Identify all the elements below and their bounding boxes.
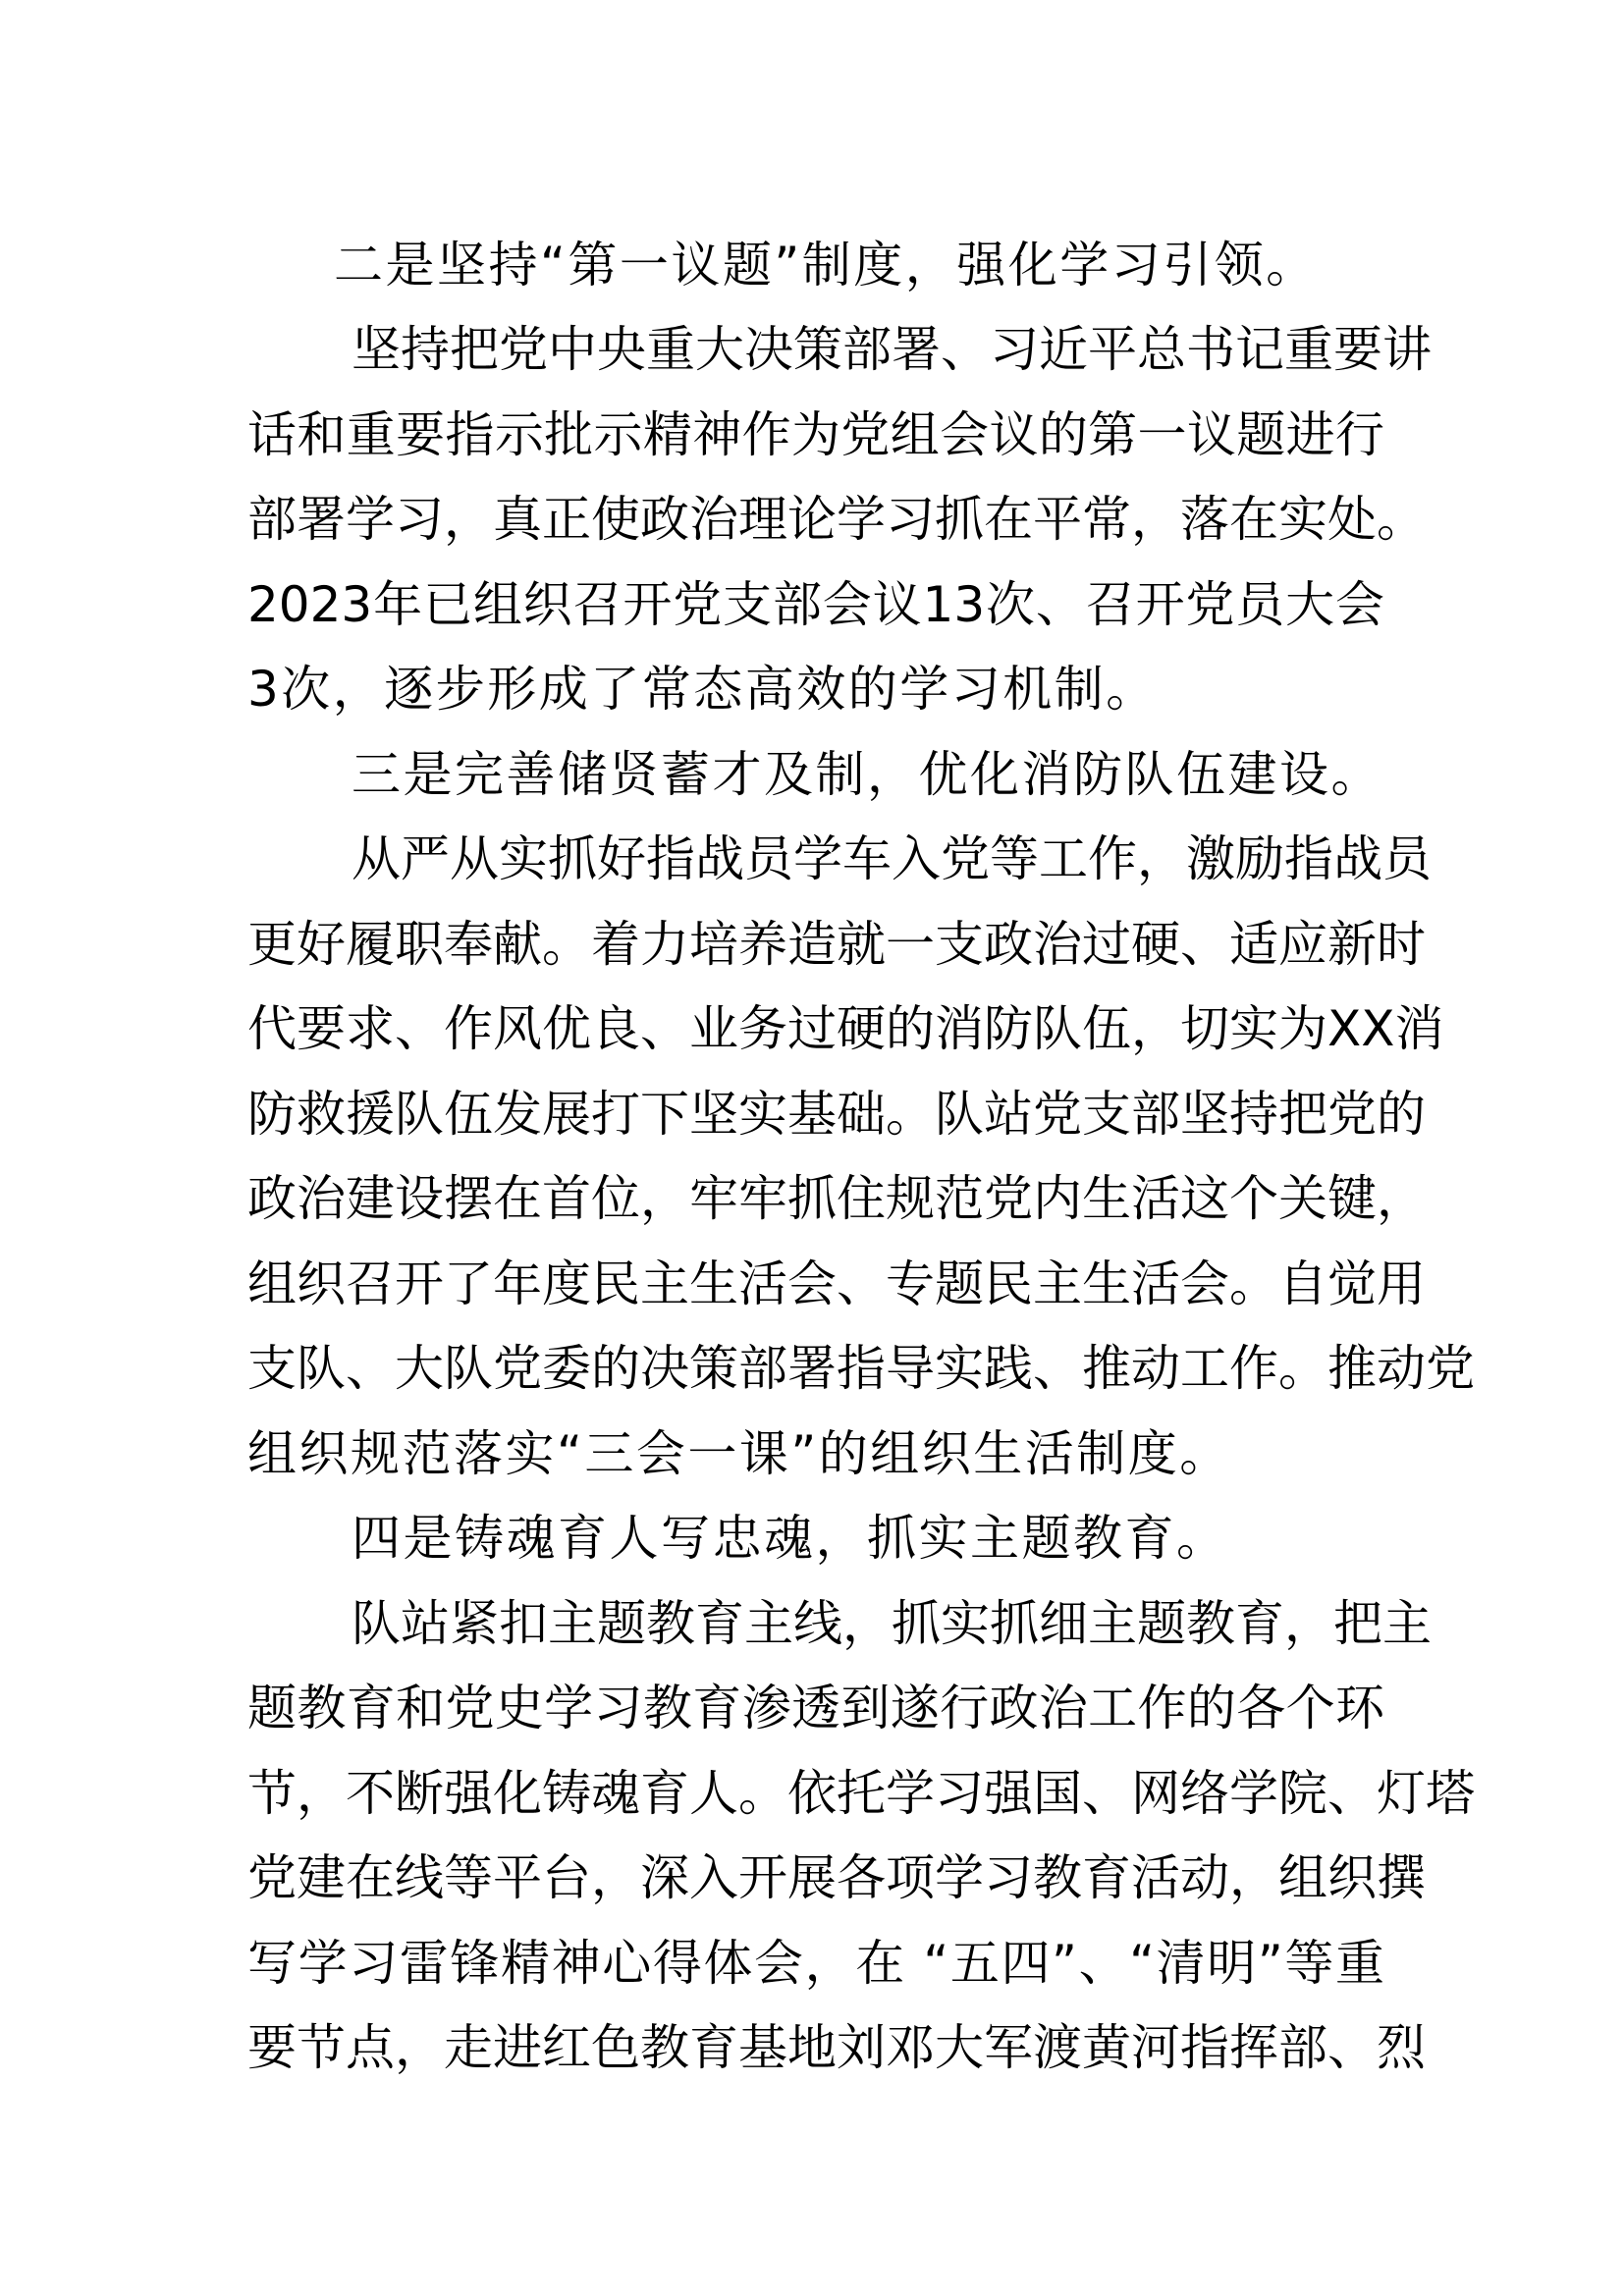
paragraph-line: 更好履职奉献。着力培养造就一支政治过硬、适应新时 xyxy=(247,916,1426,973)
section-heading-2: 二是坚持“第一议题”制度，强化学习引领。 xyxy=(334,237,1318,294)
paragraph-line: 题教育和党史学习教育渗透到遂行政治工作的各个环 xyxy=(247,1680,1384,1736)
paragraph-line: 话和重要指示批示精神作为党组会议的第一议题进行 xyxy=(247,406,1384,463)
paragraph-line: 要节点，走进红色教育基地刘邓大军渡黄河指挥部、烈 xyxy=(247,2019,1426,2076)
section-heading-3: 三是完善储贤蓄才及制，优化消防队伍建设。 xyxy=(352,746,1382,803)
paragraph-line: 防救援队伍发展打下坚实基础。队站党支部坚持把党的 xyxy=(247,1086,1426,1143)
paragraph-line: 队站紧扣主题教育主线，抓实抓细主题教育，把主 xyxy=(352,1595,1432,1652)
paragraph-line: 支队、大队党委的决策部署指导实践、推动工作。推动党 xyxy=(247,1340,1475,1397)
paragraph-line: 党建在线等平台，深入开展各项学习教育活动，组织撰 xyxy=(247,1849,1426,1906)
section-heading-4: 四是铸魂育人写忠魂，抓实主题教育。 xyxy=(352,1510,1228,1567)
paragraph-line: 3次，逐步形成了常态高效的学习机制。 xyxy=(247,661,1158,718)
paragraph-line: 2023年已组织召开党支部会议13次、召开党员大会 xyxy=(247,576,1384,633)
paragraph-line: 政治建设摆在首位，牢牢抓住规范党内生活这个关键， xyxy=(247,1170,1426,1227)
paragraph-line: 组织召开了年度民主生活会、专题民主生活会。自觉用 xyxy=(247,1255,1426,1312)
paragraph-line: 节，不断强化铸魂育人。依托学习强国、网络学院、灯塔 xyxy=(247,1765,1475,1822)
paragraph-line: 从严从实抓好指战员学车入党等工作，激励指战员 xyxy=(352,830,1432,887)
paragraph-line: 部署学习，真正使政治理论学习抓在平常，落在实处。 xyxy=(247,491,1426,548)
paragraph-line: 写学习雷锋精神心得体会，在 “五四”、“清明”等重 xyxy=(247,1935,1384,1992)
paragraph-line: 代要求、作风优良、业务过硬的消防队伍，切实为XX消 xyxy=(247,1000,1444,1057)
paragraph-line: 组织规范落实“三会一课”的组织生活制度。 xyxy=(247,1425,1231,1482)
paragraph-line: 坚持把党中央重大决策部署、习近平总书记重要讲 xyxy=(352,321,1432,378)
